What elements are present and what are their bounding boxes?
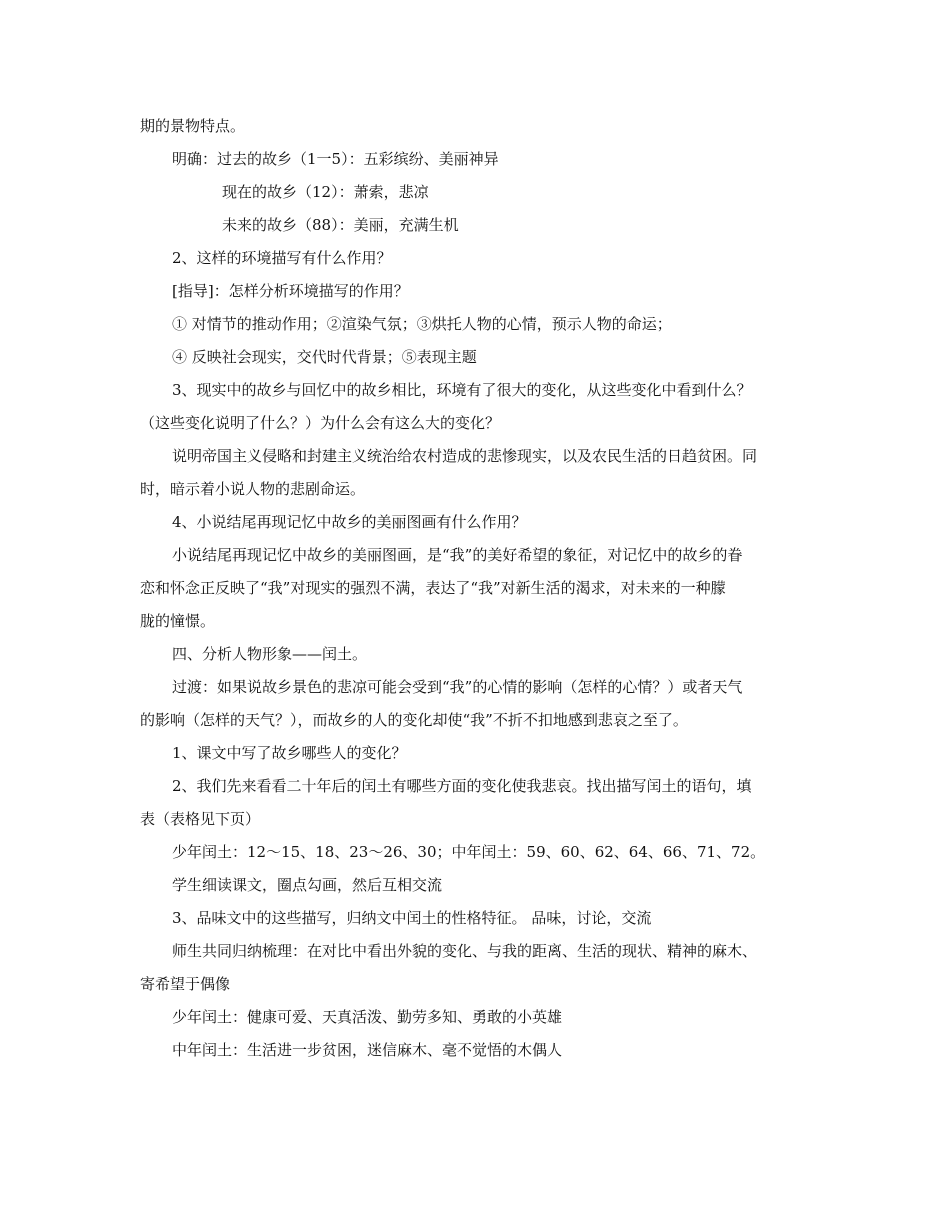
- text-line: 恋和怀念正反映了“我”对现实的强烈不满，表达了“我”对新生活的渴求，对未来的一种朦: [140, 579, 726, 597]
- text-line: 期的景物特点。: [140, 117, 246, 135]
- text-line: 寄希望于偶像: [140, 975, 231, 993]
- text-line: 中年闰土：生活进一步贫困，迷信麻木、毫不觉悟的木偶人: [172, 1041, 563, 1059]
- text-line: ④ 反映社会现实，交代时代背景；⑤表现主题: [172, 348, 477, 366]
- text-line: （这些变化说明了什么？）为什么会有这么大的变化？: [140, 414, 501, 432]
- text-line: 现在的故乡（12）：萧索，悲凉: [222, 183, 429, 201]
- text-line: 过渡：如果说故乡景色的悲凉可能会受到“我”的心情的影响（怎样的心情？）或者天气: [172, 678, 743, 696]
- section-heading: 四、分析人物形象——闰土。: [172, 645, 368, 663]
- question-heading: 4、小说结尾再现记忆中故乡的美丽图画有什么作用？: [172, 513, 527, 531]
- question-heading: 2、这样的环境描写有什么作用？: [172, 249, 392, 267]
- text-line: 的影响（怎样的天气？），而故乡的人的变化却使“我”不折不扣地感到悲哀之至了。: [140, 711, 688, 729]
- text-line: ① 对情节的推动作用；②渲染气氛；③烘托人物的心情，预示人物的命运；: [172, 315, 672, 333]
- text-line: [指导]：怎样分析环境描写的作用？: [172, 282, 409, 300]
- text-line: 表（表格见下页）: [140, 810, 261, 828]
- text-line: 少年闰土：12～15、18、23～26、30；中年闰土：59、60、62、64、66、71、72。: [172, 843, 766, 861]
- text-line: 学生细读课文，圈点勾画，然后互相交流: [172, 876, 443, 894]
- question-heading: 2、我们先来看看二十年后的闰土有哪些方面的变化使我悲哀。找出描写闰土的语句，填: [172, 777, 752, 795]
- question-heading: 1、课文中写了故乡哪些人的变化？: [172, 744, 407, 762]
- text-line: 说明帝国主义侵略和封建主义统治给农村造成的悲惨现实，以及农民生活的日趋贫困。同: [172, 447, 758, 465]
- document-body: [140, 110, 810, 1067]
- text-line: 时，暗示着小说人物的悲剧命运。: [140, 480, 366, 498]
- text-line: 明确：过去的故乡（1一5）：五彩缤纷、美丽神异: [172, 150, 499, 168]
- text-line: 胧的憧憬。: [140, 612, 216, 630]
- text-line: 未来的故乡（88）：美丽，充满生机: [222, 216, 459, 234]
- text-line: 师生共同归纳梳理：在对比中看出外貌的变化、与我的距离、生活的现状、精神的麻木、: [172, 942, 758, 960]
- text-line: 小说结尾再现记忆中故乡的美丽图画，是“我”的美好希望的象征，对记忆中的故乡的眷: [172, 546, 743, 564]
- text-line: 少年闰土：健康可爱、天真活泼、勤劳多知、勇敢的小英雄: [172, 1008, 563, 1026]
- question-heading: 3、现实中的故乡与回忆中的故乡相比，环境有了很大的变化，从这些变化中看到什么？: [172, 381, 752, 399]
- question-heading: 3、品味文中的这些描写，归纳文中闰土的性格特征。 品味，讨论，交流: [172, 909, 652, 927]
